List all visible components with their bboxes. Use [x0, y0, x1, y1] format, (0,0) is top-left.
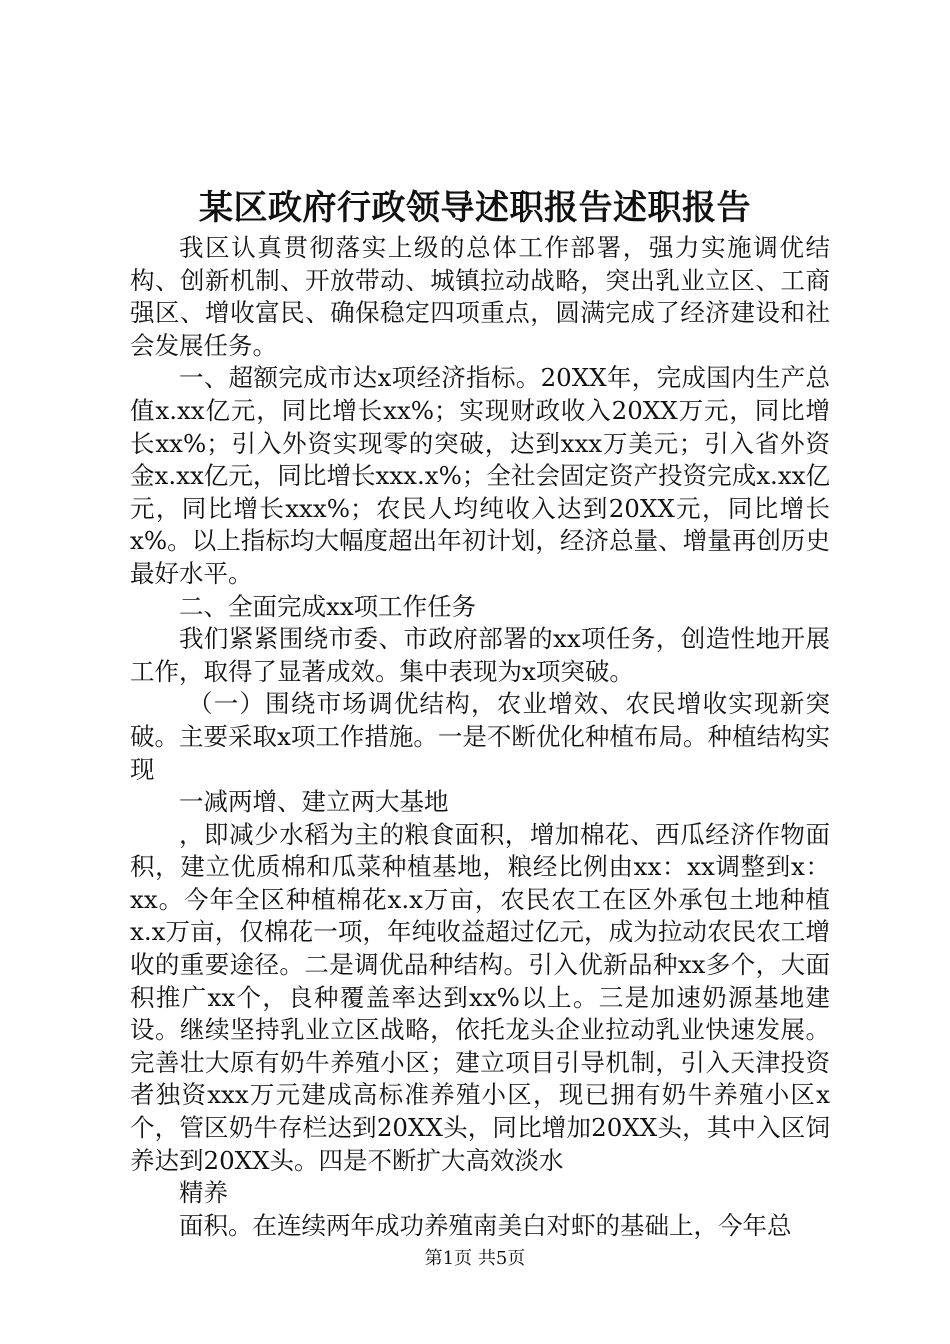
- paragraph-section-two-heading: 二、全面完成xx项工作任务: [179, 591, 477, 621]
- paragraph-intro: 我区认真贯彻落实上级的总体工作部署，强力实施调优结构、创新机制、开放带动、城镇拉动战略，突出乳业立区、工商强区、增收富民、确保稳定四项重点，圆满完成了经济建设和社会发展任务。: [130, 233, 830, 360]
- paragraph-aquaculture: 面积。在连续两年成功养殖南美白对虾的基础上，今年总: [179, 1210, 792, 1240]
- paragraph-planting-fragment: 一减两增、建立两大基地: [179, 787, 449, 817]
- paragraph-tasks: 我们紧紧围绕市委、市政府部署的xx项任务，创造性地开展工作，取得了显著成效。集中表现为x项突破。: [130, 624, 830, 686]
- paragraph-market-structure: （一）围绕市场调优结构，农业增效、农民增收实现新突破。主要采取x项工作措施。一是不断优化种植布局。种植结构实现: [130, 689, 830, 784]
- paragraph-economic-indicators: 一、超额完成市达x项经济指标。20XX年，完成国内生产总值x.xx亿元，同比增长xx%；实现财政收入20XX万元，同比增长xx%；引入外资实现零的突破，达到xxx万美元；引入省外资金x.xx亿元，同比增长xxx.x%；全社会固定资产投资完成x.xx亿元，同比增长xxx%；农民人均纯收入达到20XX元，同比增长x%。以上指标均大幅度超出年初计划，经济总量、增量再创历史最好水平。: [130, 363, 830, 588]
- page-number-footer: 第1页 共5页: [424, 1248, 526, 1269]
- paragraph-planting-details: ，即减少水稻为主的粮食面积，增加棉花、西瓜经济作物面积，建立优质棉和瓜菜种植基地，粮经比例由xx：xx调整到x：xx。今年全区种植棉花x.x万亩，农民农工在区外承包土地种植x.x万亩，仅棉花一项，年纯收益超过亿元，成为拉动农民农工增收的重要途径。二是调优品种结构。引入优新品种xx多个，大面积推广xx个，良种覆盖率达到xx%以上。三是加速奶源基地建设。继续坚持乳业立区战略，依托龙头企业拉动乳业快速发展。完善壮大原有奶牛养殖小区；建立项目引导机制，引入天津投资者独资xxx万元建成高标准养殖小区，现已拥有奶牛养殖小区x个，管区奶牛存栏达到20XX头，同比增加20XX头，其中入区饲养达到20XX头。四是不断扩大高效淡水: [130, 819, 830, 1175]
- document-body: [130, 232, 830, 1242]
- paragraph-fragment-jingyang: 精养: [179, 1178, 228, 1208]
- document-title: 某区政府行政领导述职报告述职报告: [199, 188, 751, 228]
